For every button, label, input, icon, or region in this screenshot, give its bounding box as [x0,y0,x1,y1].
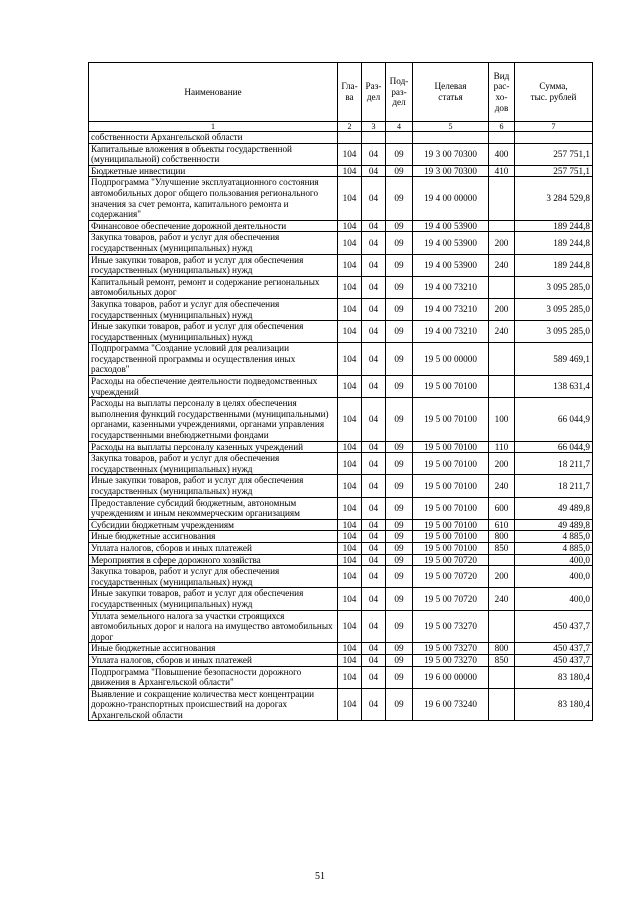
row-target-article: 19 5 00 00000 [413,343,489,376]
table-row [89,688,593,721]
row-name: Мероприятия в сфере дорожного хозяйства [89,554,338,566]
row-name: Бюджетные инвестиции [89,165,338,177]
row-expense-type [489,376,515,398]
table-row [89,276,593,298]
row-section: 04 [362,542,386,554]
row-target-article: 19 3 00 70300 [413,143,489,165]
row-subsection: 09 [386,232,413,254]
header-target-article: Целевая статья [413,63,489,122]
row-section: 04 [362,276,386,298]
row-chapter: 104 [338,531,362,543]
row-section: 04 [362,475,386,497]
row-amount: 257 751,1 [515,165,593,177]
row-name: Иные бюджетные ассигнования [89,531,338,543]
row-chapter: 104 [338,688,362,721]
row-section: 04 [362,643,386,655]
row-subsection: 09 [386,475,413,497]
table-row [89,376,593,398]
row-section: 04 [362,531,386,543]
page-number: 51 [315,871,325,882]
row-amount: 66 044,9 [515,398,593,441]
row-subsection: 09 [386,566,413,588]
row-subsection: 09 [386,588,413,610]
row-target-article: 19 5 00 70100 [413,398,489,441]
row-amount: 3 095 285,0 [515,321,593,343]
row-expense-type: 200 [489,566,515,588]
row-section: 04 [362,232,386,254]
row-name: Иные закупки товаров, работ и услуг для обеспечения государственных (муниципальных) нужд [89,475,338,497]
row-chapter: 104 [338,566,362,588]
row-amount: 450 437,7 [515,610,593,643]
row-target-article: 19 3 00 70300 [413,165,489,177]
row-amount: 83 180,4 [515,666,593,688]
row-name: Расходы на обеспечение деятельности подведомственных учреждений [89,376,338,398]
row-amount [515,132,593,144]
row-chapter: 104 [338,441,362,453]
row-subsection: 09 [386,220,413,232]
row-target-article: 19 5 00 70720 [413,554,489,566]
row-name: Закупка товаров, работ и услуг для обеспечения государственных (муниципальных) нужд [89,566,338,588]
row-expense-type: 610 [489,519,515,531]
row-subsection: 09 [386,542,413,554]
row-amount: 450 437,7 [515,643,593,655]
row-expense-type [489,666,515,688]
row-amount: 450 437,7 [515,654,593,666]
row-target-article: 19 4 00 53900 [413,220,489,232]
row-target-article: 19 5 00 70100 [413,475,489,497]
row-expense-type [489,688,515,721]
row-subsection: 09 [386,321,413,343]
row-chapter [338,132,362,144]
row-section: 04 [362,610,386,643]
table-row [89,143,593,165]
row-subsection: 09 [386,666,413,688]
row-section: 04 [362,519,386,531]
row-chapter: 104 [338,165,362,177]
row-subsection: 09 [386,531,413,543]
row-amount: 257 751,1 [515,143,593,165]
row-expense-type: 110 [489,441,515,453]
row-subsection: 09 [386,143,413,165]
row-chapter: 104 [338,276,362,298]
row-target-article: 19 5 00 73270 [413,610,489,643]
row-chapter: 104 [338,519,362,531]
row-name: Подпрограмма "Улучшение эксплуатационного состояния автомобильных дорог общего пользования регионального значения за счет ремонта, капитального ремонта и содержания" [89,177,338,220]
row-target-article: 19 4 00 53900 [413,254,489,276]
header-row [89,63,593,122]
table-row [89,298,593,320]
row-amount: 4 885,0 [515,542,593,554]
row-section: 04 [362,143,386,165]
column-number: 4 [386,122,413,132]
row-chapter: 104 [338,298,362,320]
table-row [89,610,593,643]
row-name: собственности Архангельской области [89,132,338,144]
table-row [89,321,593,343]
row-target-article: 19 6 00 00000 [413,666,489,688]
row-name: Финансовое обеспечение дорожной деятельности [89,220,338,232]
row-subsection: 09 [386,398,413,441]
column-number: 2 [338,122,362,132]
row-amount: 589 469,1 [515,343,593,376]
row-amount: 83 180,4 [515,688,593,721]
row-amount: 18 211,7 [515,475,593,497]
row-amount: 18 211,7 [515,453,593,475]
row-chapter: 104 [338,643,362,655]
table-body [89,132,593,721]
table-row [89,441,593,453]
row-name: Уплата налогов, сборов и иных платежей [89,542,338,554]
row-expense-type: 600 [489,497,515,519]
table-row [89,177,593,220]
row-expense-type: 400 [489,143,515,165]
row-name: Подпрограмма "Повышение безопасности дорожного движения в Архангельской области" [89,666,338,688]
row-subsection: 09 [386,519,413,531]
row-section: 04 [362,298,386,320]
row-name: Закупка товаров, работ и услуг для обеспечения государственных (муниципальных) нужд [89,298,338,320]
table-row [89,588,593,610]
row-target-article: 19 5 00 70100 [413,497,489,519]
table-row [89,554,593,566]
row-chapter: 104 [338,453,362,475]
row-section: 04 [362,654,386,666]
row-name: Уплата земельного налога за участки строящихся автомобильных дорог и налога на имущество автомобильных дорог [89,610,338,643]
row-target-article: 19 5 00 70720 [413,566,489,588]
row-amount: 400,0 [515,588,593,610]
row-target-article: 19 5 00 70100 [413,441,489,453]
row-subsection: 09 [386,254,413,276]
table-row [89,453,593,475]
row-name: Расходы на выплаты персоналу в целях обеспечения выполнения функций государственными (муниципальными) органами, казенными учреждениями, органами управления государственными внебюджетными фондами [89,398,338,441]
row-expense-type [489,132,515,144]
column-number: 1 [89,122,338,132]
row-chapter: 104 [338,143,362,165]
row-subsection: 09 [386,177,413,220]
row-name: Подпрограмма "Создание условий для реализации государственной программы и осуществления иных расходов" [89,343,338,376]
table-row [89,654,593,666]
row-section: 04 [362,566,386,588]
row-name: Расходы на выплаты персоналу казенных учреждений [89,441,338,453]
row-subsection: 09 [386,453,413,475]
row-section: 04 [362,321,386,343]
column-number: 3 [362,122,386,132]
row-subsection: 09 [386,554,413,566]
row-subsection: 09 [386,298,413,320]
row-subsection: 09 [386,343,413,376]
row-target-article: 19 5 00 70100 [413,519,489,531]
row-amount: 189 244,8 [515,254,593,276]
row-subsection: 09 [386,688,413,721]
row-expense-type: 850 [489,542,515,554]
row-target-article: 19 5 00 70100 [413,542,489,554]
row-chapter: 104 [338,497,362,519]
row-expense-type: 800 [489,643,515,655]
row-name: Уплата налогов, сборов и иных платежей [89,654,338,666]
header-chapter: Гла- ва [338,63,362,122]
row-chapter: 104 [338,232,362,254]
row-expense-type: 200 [489,232,515,254]
row-amount: 400,0 [515,554,593,566]
row-amount: 49 489,8 [515,519,593,531]
row-section: 04 [362,588,386,610]
table-row [89,132,593,144]
table-row [89,232,593,254]
row-chapter: 104 [338,588,362,610]
row-name: Предоставление субсидий бюджетным, автономным учреждениям и иным некоммерческим организациям [89,497,338,519]
table-row [89,343,593,376]
row-target-article: 19 4 00 73210 [413,276,489,298]
row-section: 04 [362,165,386,177]
budget-table [88,62,593,721]
row-expense-type: 850 [489,654,515,666]
table-row [89,497,593,519]
row-amount: 3 095 285,0 [515,298,593,320]
table-row [89,666,593,688]
row-amount: 189 244,8 [515,220,593,232]
row-name: Иные закупки товаров, работ и услуг для обеспечения государственных (муниципальных) нужд [89,254,338,276]
row-chapter: 104 [338,542,362,554]
row-subsection: 09 [386,276,413,298]
header-subsection: Под- раз- дел [386,63,413,122]
row-chapter: 104 [338,666,362,688]
row-expense-type [489,177,515,220]
row-subsection: 09 [386,165,413,177]
row-expense-type [489,610,515,643]
row-target-article: 19 5 00 70100 [413,453,489,475]
row-expense-type [489,554,515,566]
table-row [89,643,593,655]
row-chapter: 104 [338,220,362,232]
row-chapter: 104 [338,654,362,666]
row-expense-type: 800 [489,531,515,543]
row-target-article: 19 4 00 53900 [413,232,489,254]
row-chapter: 104 [338,321,362,343]
row-name: Иные бюджетные ассигнования [89,643,338,655]
header-expense-type: Вид рас- хо- дов [489,63,515,122]
row-expense-type [489,276,515,298]
row-amount: 49 489,8 [515,497,593,519]
row-name: Закупка товаров, работ и услуг для обеспечения государственных (муниципальных) нужд [89,232,338,254]
table-row [89,398,593,441]
row-name: Иные закупки товаров, работ и услуг для обеспечения государственных (муниципальных) нужд [89,588,338,610]
row-target-article: 19 5 00 73270 [413,654,489,666]
row-subsection: 09 [386,654,413,666]
table-row [89,566,593,588]
row-expense-type: 240 [489,475,515,497]
row-section: 04 [362,376,386,398]
row-section: 04 [362,254,386,276]
row-target-article: 19 5 00 70100 [413,376,489,398]
row-chapter: 104 [338,610,362,643]
row-amount: 189 244,8 [515,232,593,254]
table-row [89,542,593,554]
column-number: 6 [489,122,515,132]
row-section: 04 [362,688,386,721]
row-chapter: 104 [338,376,362,398]
table-row [89,519,593,531]
row-section: 04 [362,441,386,453]
row-amount: 66 044,9 [515,441,593,453]
row-subsection: 09 [386,441,413,453]
row-expense-type: 240 [489,321,515,343]
row-amount: 138 631,4 [515,376,593,398]
row-section [362,132,386,144]
row-target-article: 19 5 00 70100 [413,531,489,543]
row-expense-type [489,220,515,232]
row-target-article [413,132,489,144]
table-row [89,220,593,232]
row-section: 04 [362,177,386,220]
column-number: 7 [515,122,593,132]
row-chapter: 104 [338,475,362,497]
row-section: 04 [362,343,386,376]
row-name: Капитальный ремонт, ремонт и содержание региональных автомобильных дорог [89,276,338,298]
row-section: 04 [362,554,386,566]
table-row [89,531,593,543]
row-chapter: 104 [338,254,362,276]
column-number-row [89,122,593,132]
row-subsection: 09 [386,643,413,655]
row-amount: 4 885,0 [515,531,593,543]
row-name: Субсидии бюджетным учреждениям [89,519,338,531]
row-section: 04 [362,497,386,519]
row-section: 04 [362,453,386,475]
row-chapter: 104 [338,398,362,441]
row-target-article: 19 4 00 00000 [413,177,489,220]
table-row [89,254,593,276]
row-target-article: 19 6 00 73240 [413,688,489,721]
row-name: Капитальные вложения в объекты государственной (муниципальной) собственности [89,143,338,165]
row-section: 04 [362,666,386,688]
row-subsection [386,132,413,144]
row-name: Иные закупки товаров, работ и услуг для обеспечения государственных (муниципальных) нужд [89,321,338,343]
row-expense-type: 200 [489,298,515,320]
row-subsection: 09 [386,376,413,398]
row-subsection: 09 [386,497,413,519]
table-row [89,165,593,177]
header-section: Раз- дел [362,63,386,122]
row-name: Закупка товаров, работ и услуг для обеспечения государственных (муниципальных) нужд [89,453,338,475]
row-target-article: 19 4 00 73210 [413,298,489,320]
row-target-article: 19 4 00 73210 [413,321,489,343]
row-expense-type: 240 [489,588,515,610]
row-target-article: 19 5 00 73270 [413,643,489,655]
header-name: Наименование [89,63,338,122]
row-amount: 400,0 [515,566,593,588]
row-expense-type: 100 [489,398,515,441]
row-expense-type: 410 [489,165,515,177]
column-number: 5 [413,122,489,132]
row-target-article: 19 5 00 70720 [413,588,489,610]
table-row [89,475,593,497]
row-name: Выявление и сокращение количества мест концентрации дорожно-транспортных происшествий на дорогах Архангельской области [89,688,338,721]
row-section: 04 [362,398,386,441]
row-chapter: 104 [338,554,362,566]
row-expense-type: 200 [489,453,515,475]
row-expense-type [489,343,515,376]
row-amount: 3 284 529,8 [515,177,593,220]
header-amount: Сумма, тыс. рублей [515,63,593,122]
row-subsection: 09 [386,610,413,643]
row-chapter: 104 [338,343,362,376]
row-chapter: 104 [338,177,362,220]
row-amount: 3 095 285,0 [515,276,593,298]
row-section: 04 [362,220,386,232]
row-expense-type: 240 [489,254,515,276]
